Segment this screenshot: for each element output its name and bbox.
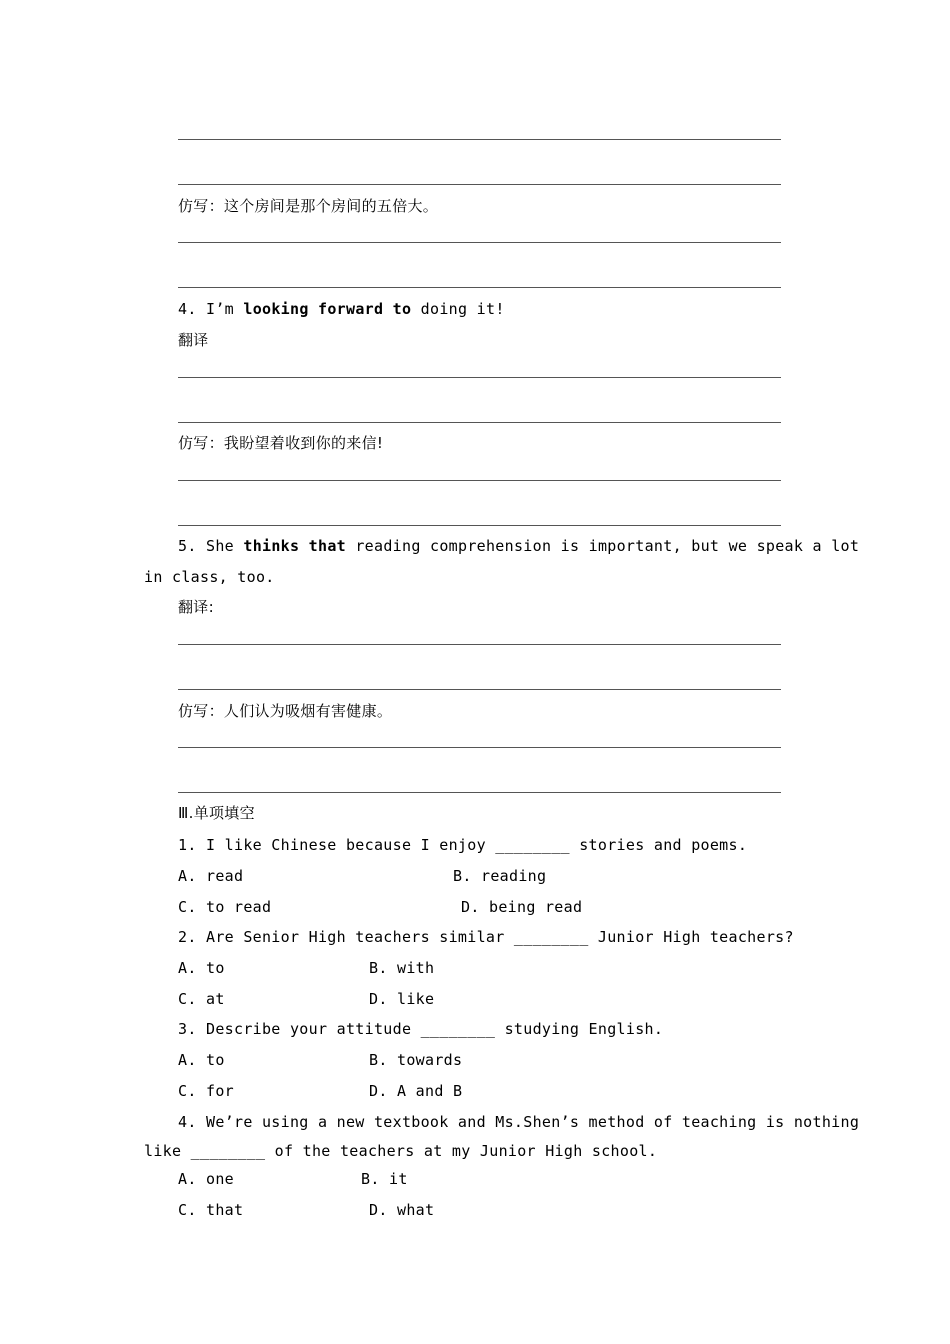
option-a[interactable]: A. one xyxy=(178,1170,234,1188)
answer-line xyxy=(178,422,781,423)
option-a[interactable]: A. read xyxy=(178,867,244,885)
answer-line xyxy=(178,139,781,140)
question-stem: 2. Are Senior High teachers similar ________ Junior High teachers? xyxy=(178,928,794,946)
key-phrase: looking forward to xyxy=(243,300,412,318)
answer-line xyxy=(178,377,781,378)
option-c[interactable]: C. for xyxy=(178,1082,234,1100)
option-c[interactable]: C. that xyxy=(178,1201,244,1219)
question-stem: 3. Describe your attitude ________ studying English. xyxy=(178,1020,664,1038)
answer-line xyxy=(178,184,781,185)
option-d[interactable]: D. like xyxy=(369,990,435,1008)
option-c[interactable]: C. to read xyxy=(178,898,272,916)
option-b[interactable]: B. towards xyxy=(369,1051,463,1069)
answer-line xyxy=(178,480,781,481)
option-a[interactable]: A. to xyxy=(178,959,225,977)
option-c[interactable]: C. at xyxy=(178,990,225,1008)
imitate-prompt: 仿写：这个房间是那个房间的五倍大。 xyxy=(178,197,439,215)
answer-line xyxy=(178,747,781,748)
option-b[interactable]: B. reading xyxy=(453,867,547,885)
imitate-prompt: 仿写：人们认为吸烟有害健康。 xyxy=(178,702,393,720)
option-d[interactable]: D. what xyxy=(369,1201,435,1219)
answer-line xyxy=(178,242,781,243)
translate-label: 翻译: xyxy=(178,598,214,616)
question-stem-line-2: like ________ of the teachers at my Junior High school. xyxy=(144,1142,658,1160)
answer-line xyxy=(178,287,781,288)
answer-line xyxy=(178,792,781,793)
option-d[interactable]: D. A and B xyxy=(369,1082,463,1100)
section-title: Ⅲ.单项填空 xyxy=(178,804,255,822)
sentence-4: 4. I’m looking forward to doing it! xyxy=(178,300,505,318)
key-phrase: thinks that xyxy=(243,537,346,555)
question-stem: 1. I like Chinese because I enjoy ________ stories and poems. xyxy=(178,836,748,854)
answer-line xyxy=(178,689,781,690)
sentence-5: 5. She thinks that reading comprehension is important, but we speak a lot xyxy=(178,537,860,555)
sentence-5-line-2: in class, too. xyxy=(144,568,275,586)
answer-line xyxy=(178,644,781,645)
option-b[interactable]: B. it xyxy=(361,1170,408,1188)
translate-label: 翻译 xyxy=(178,331,209,349)
question-stem: 4. We’re using a new textbook and Ms.Shen’s method of teaching is nothing xyxy=(178,1113,860,1131)
answer-line xyxy=(178,525,781,526)
option-b[interactable]: B. with xyxy=(369,959,435,977)
imitate-prompt: 仿写：我盼望着收到你的来信! xyxy=(178,434,384,452)
option-a[interactable]: A. to xyxy=(178,1051,225,1069)
option-d[interactable]: D. being read xyxy=(461,898,583,916)
